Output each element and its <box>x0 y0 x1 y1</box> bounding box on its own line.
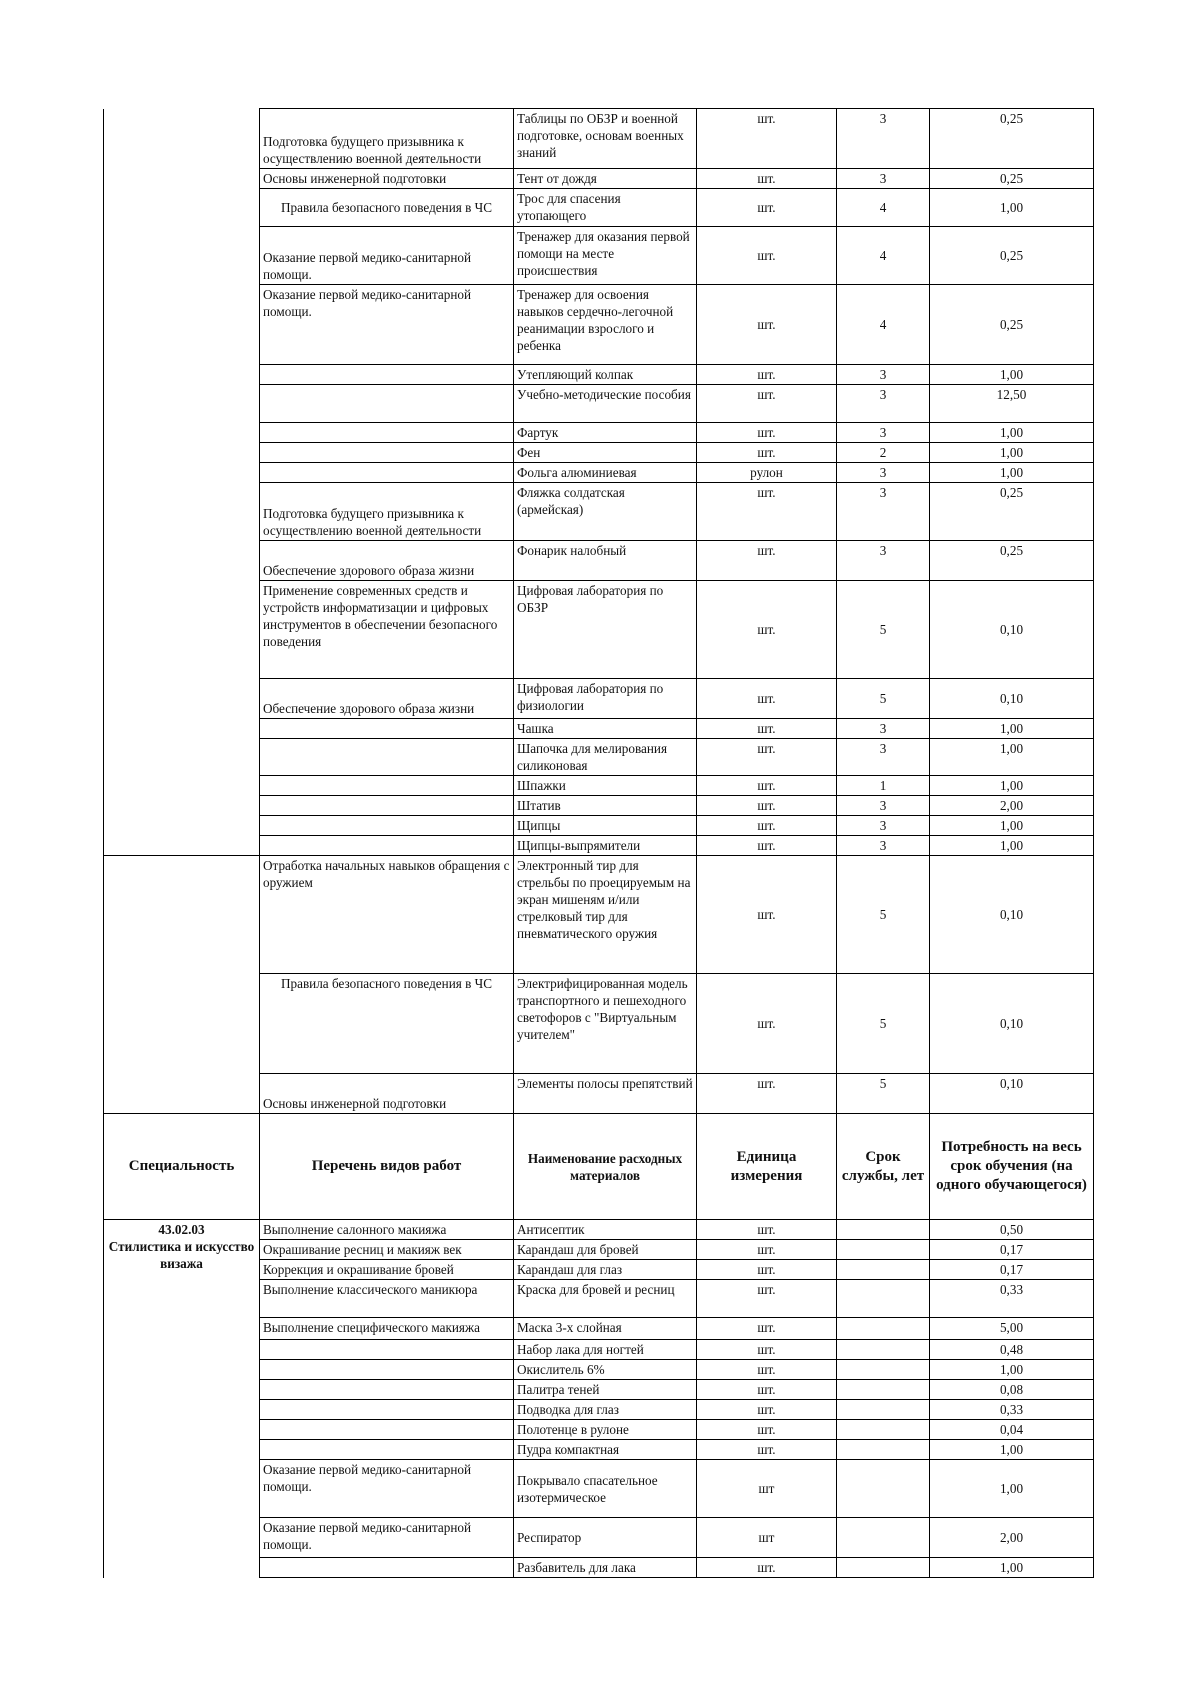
need-cell: 1,00 <box>930 1360 1094 1380</box>
materials-table <box>103 108 1094 1578</box>
term-cell: 3 <box>837 365 930 385</box>
unit-cell: шт. <box>697 169 837 189</box>
specialty-name: Стилистика и искусство визажа <box>108 1239 255 1271</box>
unit-cell: шт <box>697 1460 837 1518</box>
work-cell <box>260 385 514 423</box>
work-cell: Подготовка будущего призывника к осуществлению военной деятельности <box>260 483 514 541</box>
material-cell: Электрифицированная модель транспортного и пешеходного светофоров с "Виртуальным учителем" <box>514 974 697 1074</box>
material-cell: Щипцы <box>514 816 697 836</box>
work-cell: Основы инженерной подготовки <box>260 169 514 189</box>
unit-cell: шт. <box>697 1558 837 1578</box>
term-cell: 2 <box>837 443 930 463</box>
term-cell: 3 <box>837 463 930 483</box>
work-cell <box>260 1400 514 1420</box>
need-cell: 1,00 <box>930 816 1094 836</box>
material-cell: Пудра компактная <box>514 1440 697 1460</box>
need-cell: 12,50 <box>930 385 1094 423</box>
unit-cell: шт. <box>697 1420 837 1440</box>
work-cell <box>260 1340 514 1360</box>
unit-cell: шт. <box>697 1318 837 1340</box>
unit-cell: шт. <box>697 1240 837 1260</box>
term-cell <box>837 1420 930 1440</box>
material-cell: Цифровая лаборатория по ОБЗР <box>514 581 697 679</box>
work-cell: Оказание первой медико-санитарной помощи. <box>260 227 514 285</box>
need-cell: 0,10 <box>930 856 1094 974</box>
work-cell <box>260 719 514 739</box>
material-cell: Фонарик налобный <box>514 541 697 581</box>
term-cell <box>837 1240 930 1260</box>
work-cell <box>260 796 514 816</box>
work-cell <box>260 1380 514 1400</box>
unit-cell: шт. <box>697 285 837 365</box>
unit-cell: шт. <box>697 483 837 541</box>
unit-cell: шт. <box>697 1260 837 1280</box>
specialty-cell-empty <box>104 109 260 856</box>
need-cell: 1,00 <box>930 189 1094 227</box>
term-cell <box>837 1360 930 1380</box>
need-cell: 1,00 <box>930 1460 1094 1518</box>
unit-cell: шт. <box>697 541 837 581</box>
need-cell: 0,25 <box>930 483 1094 541</box>
term-cell: 3 <box>837 483 930 541</box>
work-cell <box>260 816 514 836</box>
unit-cell: шт. <box>697 385 837 423</box>
need-cell: 5,00 <box>930 1318 1094 1340</box>
work-cell <box>260 423 514 443</box>
material-cell: Маска 3-х слойная <box>514 1318 697 1340</box>
material-cell: Щипцы-выпрямители <box>514 836 697 856</box>
material-cell: Трос для спасения утопающего <box>514 189 697 227</box>
unit-cell: шт. <box>697 109 837 169</box>
term-cell <box>837 1440 930 1460</box>
material-cell: Полотенце в рулоне <box>514 1420 697 1440</box>
work-cell: Коррекция и окрашивание бровей <box>260 1260 514 1280</box>
unit-cell: шт. <box>697 1360 837 1380</box>
work-cell: Окрашивание ресниц и макияж век <box>260 1240 514 1260</box>
material-cell: Шпажки <box>514 776 697 796</box>
material-cell: Тренажер для оказания первой помощи на месте происшествия <box>514 227 697 285</box>
need-cell: 1,00 <box>930 463 1094 483</box>
unit-cell: шт. <box>697 227 837 285</box>
unit-cell: шт. <box>697 189 837 227</box>
term-cell: 4 <box>837 285 930 365</box>
work-cell <box>260 776 514 796</box>
material-cell: Карандаш для бровей <box>514 1240 697 1260</box>
need-cell: 1,00 <box>930 1440 1094 1460</box>
material-cell: Учебно-методические пособия <box>514 385 697 423</box>
unit-cell: шт. <box>697 1220 837 1240</box>
material-cell: Краска для бровей и ресниц <box>514 1280 697 1318</box>
work-cell: Выполнение классического маникюра <box>260 1280 514 1318</box>
term-cell: 3 <box>837 541 930 581</box>
need-cell: 0,25 <box>930 285 1094 365</box>
unit-cell: шт. <box>697 679 837 719</box>
work-cell: Обеспечение здорового образа жизни <box>260 541 514 581</box>
unit-cell: шт. <box>697 739 837 776</box>
header-material: Наименование расходных материалов <box>514 1114 697 1220</box>
unit-cell: шт. <box>697 1400 837 1420</box>
material-cell: Антисептик <box>514 1220 697 1240</box>
header-unit: Единица измерения <box>697 1114 837 1220</box>
material-cell: Респиратор <box>514 1518 697 1558</box>
unit-cell: шт. <box>697 796 837 816</box>
term-cell: 3 <box>837 816 930 836</box>
term-cell: 5 <box>837 974 930 1074</box>
work-cell: Основы инженерной подготовки <box>260 1074 514 1114</box>
header-need: Потребность на весь срок обучения (на одного обучающегося) <box>930 1114 1094 1220</box>
material-cell: Карандаш для глаз <box>514 1260 697 1280</box>
work-cell: Подготовка будущего призывника к осуществлению военной деятельности <box>260 109 514 169</box>
unit-cell: рулон <box>697 463 837 483</box>
material-cell: Окислитель 6% <box>514 1360 697 1380</box>
work-cell: Оказание первой медико-санитарной помощи. <box>260 1518 514 1558</box>
need-cell: 0,33 <box>930 1280 1094 1318</box>
need-cell: 1,00 <box>930 739 1094 776</box>
unit-cell: шт. <box>697 1074 837 1114</box>
header-row <box>104 1114 1094 1220</box>
need-cell: 2,00 <box>930 796 1094 816</box>
term-cell: 4 <box>837 227 930 285</box>
work-cell <box>260 836 514 856</box>
header-term: Срок службы, лет <box>837 1114 930 1220</box>
need-cell: 0,17 <box>930 1260 1094 1280</box>
need-cell: 0,33 <box>930 1400 1094 1420</box>
unit-cell: шт. <box>697 581 837 679</box>
term-cell: 3 <box>837 796 930 816</box>
work-cell: Оказание первой медико-санитарной помощи. <box>260 285 514 365</box>
unit-cell: шт. <box>697 719 837 739</box>
work-cell <box>260 1360 514 1380</box>
term-cell: 5 <box>837 679 930 719</box>
term-cell <box>837 1380 930 1400</box>
need-cell: 0,25 <box>930 169 1094 189</box>
term-cell: 1 <box>837 776 930 796</box>
work-cell <box>260 443 514 463</box>
term-cell <box>837 1318 930 1340</box>
material-cell: Фен <box>514 443 697 463</box>
specialty-cell-empty <box>104 856 260 1114</box>
need-cell: 0,25 <box>930 109 1094 169</box>
material-cell: Фольга алюминиевая <box>514 463 697 483</box>
term-cell <box>837 1400 930 1420</box>
need-cell: 0,10 <box>930 679 1094 719</box>
work-cell <box>260 1440 514 1460</box>
need-cell: 0,50 <box>930 1220 1094 1240</box>
need-cell: 0,48 <box>930 1340 1094 1360</box>
unit-cell: шт. <box>697 365 837 385</box>
term-cell <box>837 1518 930 1558</box>
material-cell: Таблицы по ОБЗР и военной подготовке, основам военных знаний <box>514 109 697 169</box>
table-row <box>104 856 1094 974</box>
material-cell: Утепляющий колпак <box>514 365 697 385</box>
table-row <box>104 109 1094 169</box>
need-cell: 0,04 <box>930 1420 1094 1440</box>
material-cell: Фартук <box>514 423 697 443</box>
unit-cell: шт. <box>697 1380 837 1400</box>
material-cell: Палитра теней <box>514 1380 697 1400</box>
header-specialty: Специальность <box>104 1114 260 1220</box>
term-cell <box>837 1558 930 1578</box>
unit-cell: шт. <box>697 1340 837 1360</box>
term-cell: 3 <box>837 423 930 443</box>
need-cell: 1,00 <box>930 443 1094 463</box>
work-cell: Обеспечение здорового образа жизни <box>260 679 514 719</box>
need-cell: 1,00 <box>930 776 1094 796</box>
work-cell: Применение современных средств и устройств информатизации и цифровых инструментов в обеспечении безопасного поведения <box>260 581 514 679</box>
need-cell: 0,25 <box>930 227 1094 285</box>
material-cell: Чашка <box>514 719 697 739</box>
term-cell: 4 <box>837 189 930 227</box>
work-cell <box>260 463 514 483</box>
term-cell <box>837 1220 930 1240</box>
need-cell: 0,10 <box>930 581 1094 679</box>
material-cell: Шапочка для мелирования силиконовая <box>514 739 697 776</box>
unit-cell: шт. <box>697 1280 837 1318</box>
term-cell: 3 <box>837 836 930 856</box>
specialty-code: 43.02.03 <box>158 1222 205 1237</box>
need-cell: 0,08 <box>930 1380 1094 1400</box>
material-cell: Набор лака для ногтей <box>514 1340 697 1360</box>
need-cell: 2,00 <box>930 1518 1094 1558</box>
term-cell: 3 <box>837 169 930 189</box>
work-cell <box>260 1558 514 1578</box>
page-sheet <box>103 108 1093 1578</box>
work-cell: Оказание первой медико-санитарной помощи. <box>260 1460 514 1518</box>
work-cell <box>260 739 514 776</box>
need-cell: 0,25 <box>930 541 1094 581</box>
need-cell: 1,00 <box>930 719 1094 739</box>
term-cell: 3 <box>837 739 930 776</box>
term-cell: 5 <box>837 1074 930 1114</box>
term-cell: 3 <box>837 385 930 423</box>
term-cell <box>837 1460 930 1518</box>
material-cell: Фляжка солдатская (армейская) <box>514 483 697 541</box>
unit-cell: шт. <box>697 856 837 974</box>
need-cell: 0,10 <box>930 974 1094 1074</box>
material-cell: Тент от дождя <box>514 169 697 189</box>
need-cell: 1,00 <box>930 1558 1094 1578</box>
term-cell: 5 <box>837 856 930 974</box>
need-cell: 1,00 <box>930 365 1094 385</box>
material-cell: Тренажер для освоения навыков сердечно-легочной реанимации взрослого и ребенка <box>514 285 697 365</box>
material-cell: Штатив <box>514 796 697 816</box>
material-cell: Покрывало спасательное изотермическое <box>514 1460 697 1518</box>
unit-cell: шт. <box>697 836 837 856</box>
term-cell: 3 <box>837 109 930 169</box>
need-cell: 1,00 <box>930 423 1094 443</box>
unit-cell: шт <box>697 1518 837 1558</box>
work-cell <box>260 365 514 385</box>
need-cell: 0,17 <box>930 1240 1094 1260</box>
term-cell <box>837 1260 930 1280</box>
work-cell <box>260 1420 514 1440</box>
material-cell: Цифровая лаборатория по физиологии <box>514 679 697 719</box>
header-works: Перечень видов работ <box>260 1114 514 1220</box>
material-cell: Элементы полосы препятствий <box>514 1074 697 1114</box>
material-cell: Электронный тир для стрельбы по проецируемым на экран мишеням и/или стрелковый тир для пневматического оружия <box>514 856 697 974</box>
work-cell: Правила безопасного поведения в ЧС <box>260 974 514 1074</box>
unit-cell: шт. <box>697 816 837 836</box>
work-cell: Отработка начальных навыков обращения с оружием <box>260 856 514 974</box>
work-cell: Правила безопасного поведения в ЧС <box>260 189 514 227</box>
need-cell: 0,10 <box>930 1074 1094 1114</box>
material-cell: Разбавитель для лака <box>514 1558 697 1578</box>
table-row <box>104 1220 1094 1240</box>
term-cell: 5 <box>837 581 930 679</box>
unit-cell: шт. <box>697 1440 837 1460</box>
work-cell: Выполнение салонного макияжа <box>260 1220 514 1240</box>
unit-cell: шт. <box>697 974 837 1074</box>
term-cell <box>837 1340 930 1360</box>
work-cell: Выполнение специфического макияжа <box>260 1318 514 1340</box>
unit-cell: шт. <box>697 776 837 796</box>
material-cell: Подводка для глаз <box>514 1400 697 1420</box>
term-cell: 3 <box>837 719 930 739</box>
specialty-cell <box>104 1220 260 1578</box>
need-cell: 1,00 <box>930 836 1094 856</box>
unit-cell: шт. <box>697 443 837 463</box>
term-cell <box>837 1280 930 1318</box>
unit-cell: шт. <box>697 423 837 443</box>
